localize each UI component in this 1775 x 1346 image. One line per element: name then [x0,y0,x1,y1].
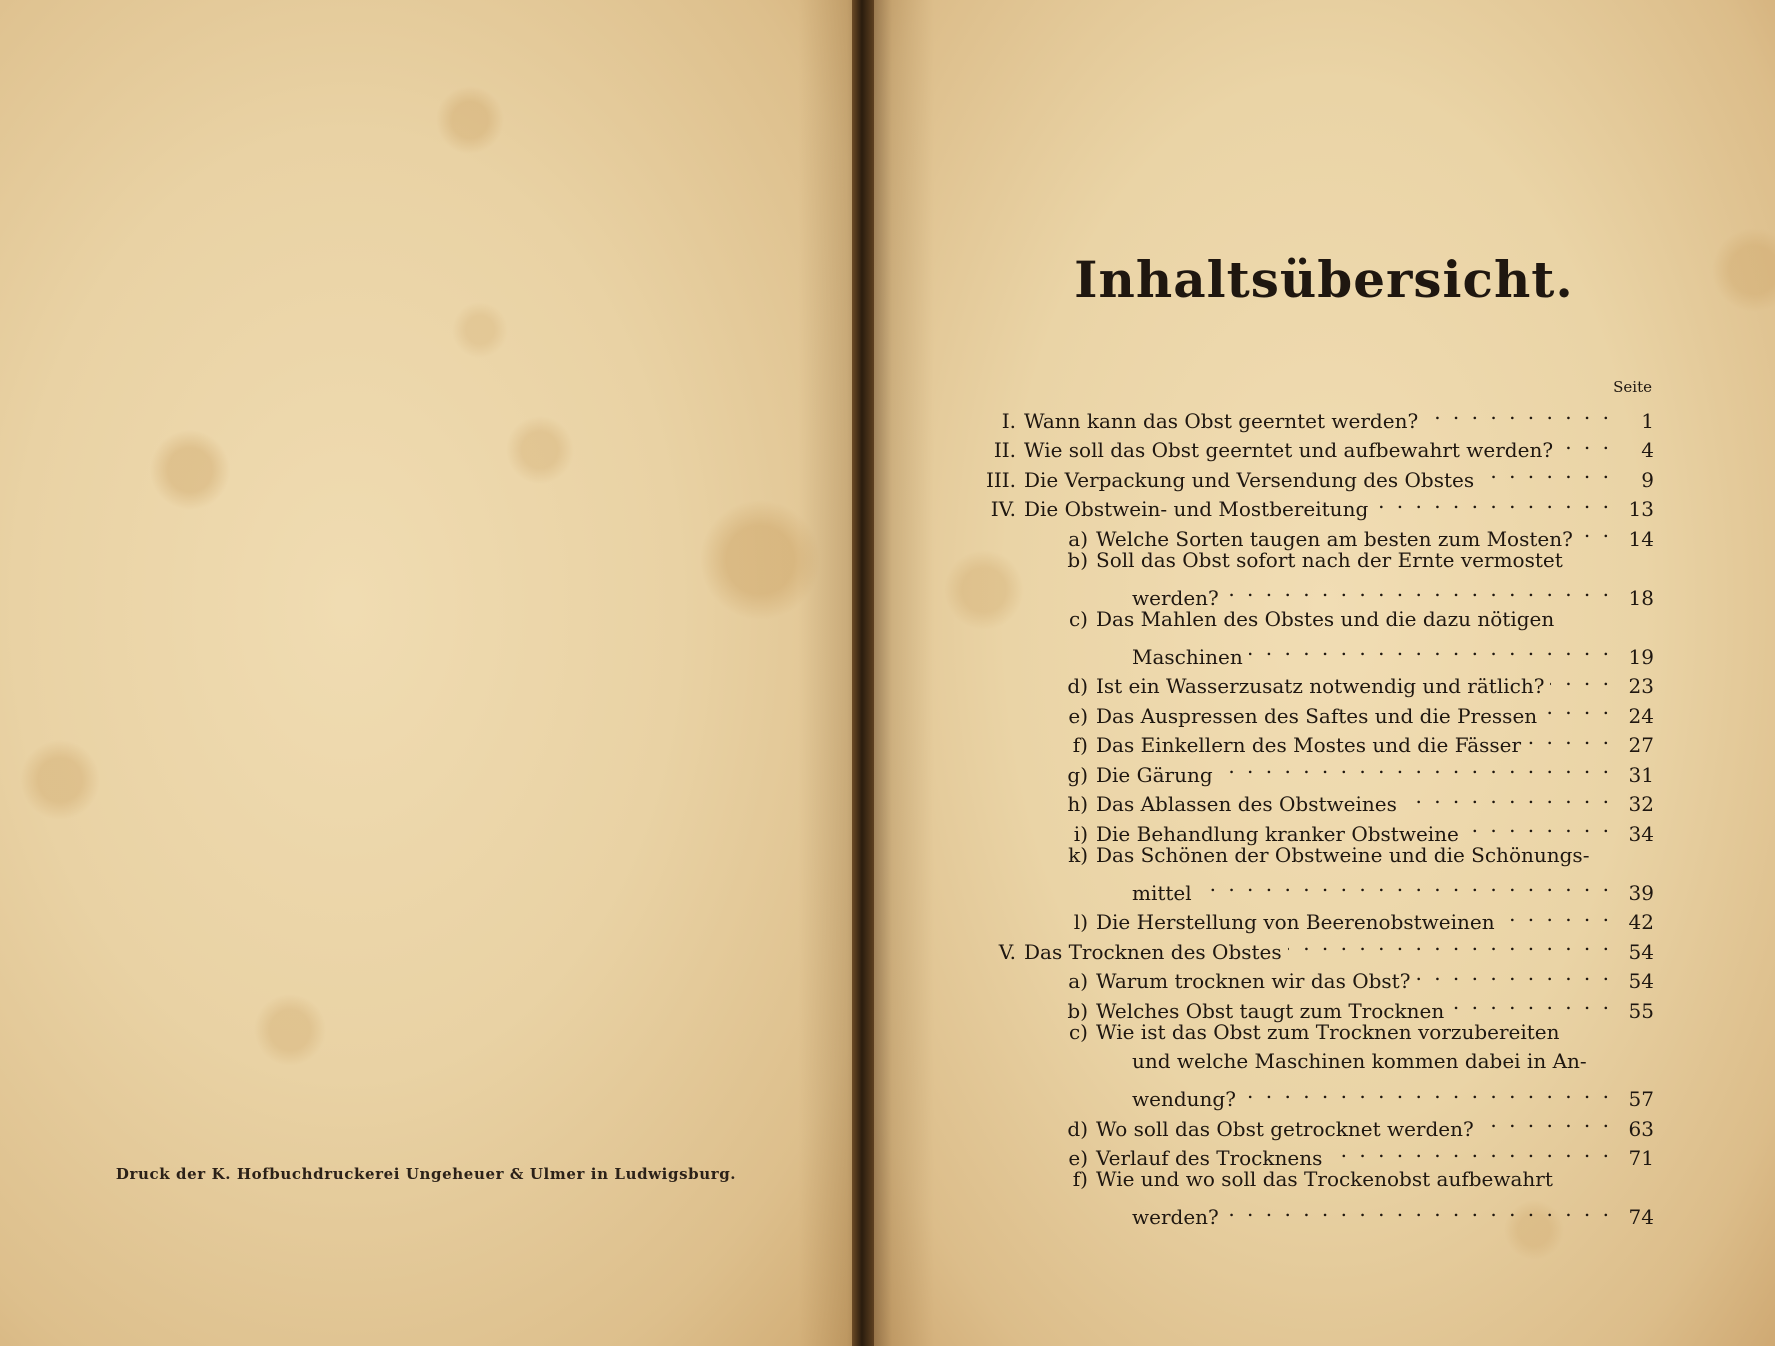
toc-entry-number: a) [1068,969,1088,993]
toc-entry-text: Das Schönen der Obstweine und die Schönungs- [1096,842,1590,867]
toc-entry-text: Die Gärung [1096,762,1213,787]
toc-entry-text: Wo soll das Obst getrocknet werden? [1096,1116,1474,1141]
toc-entry-page: 24 [1628,703,1654,728]
toc-entry [954,634,1654,669]
toc-entry [954,546,1654,576]
book-gutter [852,0,874,1346]
toc-entry-number: f) [1072,1167,1088,1191]
toc-entry [954,664,1654,698]
toc-entry-page: 31 [1628,762,1654,787]
toc-entry-number: c) [1068,606,1088,631]
toc-entry-text: werden? [1132,585,1219,610]
toc-entry-text: Das Ablassen des Obstweines [1096,792,1397,816]
toc-dot-leader [1480,457,1612,487]
toc-entry [954,1018,1654,1048]
toc-entry-number: I. [1001,408,1016,433]
toc-dot-leader [1450,988,1612,1018]
toc-dot-leader [1501,900,1612,930]
left-page [0,0,868,1346]
toc-entry-text: Die Verpackung und Versendung des Obstes [1024,467,1475,492]
toc-entry-number: V. [998,939,1016,964]
toc-dot-leader [1543,693,1612,723]
toc-entry-text: Wie soll das Obst geerntet und aufbewahrt werden? [1024,438,1554,462]
toc-entry [954,1077,1654,1111]
toc-entry-text: Wie und wo soll das Trockenobst aufbewahrt [1096,1167,1553,1191]
toc-entry-number: f) [1072,733,1088,757]
toc-entry-page: 54 [1628,939,1654,964]
toc-entry-number: e) [1068,1146,1088,1170]
right-page [874,0,1775,1346]
toc-dot-leader [1225,575,1612,605]
toc-entry-number: c) [1068,1019,1088,1044]
page-column-label: Seite [1613,378,1652,396]
toc-dot-leader [1550,664,1612,694]
toc-dot-leader [1249,634,1612,664]
toc-entry [954,1106,1654,1141]
toc-entry-text: werden? [1132,1205,1219,1229]
printer-imprint: Druck der K. Hofbuchdruckerei Ungeheuer & Ulmer in Ludwigsburg. [115,1165,737,1183]
toc-dot-leader [1403,782,1612,812]
toc-entry-text: Maschinen [1132,644,1243,669]
toc-entry-text: Das Einkellern des Mostes und die Fässer [1096,733,1522,757]
toc-entry-number: d) [1067,674,1088,698]
toc-dot-leader [1225,1195,1612,1225]
toc-entry-text: Die Obstwein- und Mostbereitung [1024,497,1369,521]
toc-entry [954,1047,1654,1077]
toc-entry-number: a) [1068,526,1088,551]
toc-entry-number: h) [1067,792,1088,816]
toc-title: Inhaltsübersicht. [1074,250,1574,309]
toc-dot-leader [1559,428,1612,458]
toc-dot-leader [1374,487,1612,517]
toc-entry [954,900,1654,934]
toc-entry-text: Das Auspressen des Saftes und die Pressen [1096,703,1538,728]
toc-entry-page: 74 [1628,1205,1654,1229]
toc-entry-text: Wie ist das Obst zum Trocknen vorzubereiten [1096,1019,1560,1044]
toc-entry-text: Verlauf des Trocknens [1096,1146,1323,1170]
toc-entry-text: wendung? [1132,1087,1236,1111]
table-of-contents [954,376,1654,1229]
toc-entry-text: Die Behandlung kranker Obstweine [1096,821,1459,846]
toc-dot-leader [1424,398,1612,428]
toc-dot-leader [1480,1106,1612,1136]
toc-entry-text: und welche Maschinen kommen dabei in An- [1132,1049,1587,1073]
toc-entry-page: 9 [1641,467,1654,492]
toc-entry [954,398,1654,433]
toc-entry [954,575,1654,610]
toc-entry-text: Wann kann das Obst geerntet werden? [1024,408,1419,433]
toc-entry-number: i) [1073,821,1088,846]
toc-entry-page: 13 [1628,497,1654,521]
toc-entry-number: g) [1067,762,1088,787]
toc-entry-text: Ist ein Wasserzusatz notwendig und rätlich? [1096,674,1545,698]
toc-entry-number: II. [993,438,1016,462]
toc-entry-text: Die Herstellung von Beerenobstweinen [1096,910,1495,934]
toc-entry-page: 34 [1628,821,1654,846]
toc-entry-page: 63 [1628,1116,1654,1141]
toc-dot-leader [1219,752,1612,782]
toc-entry-text: Das Trocknen des Obstes [1024,939,1282,964]
toc-entry-page: 18 [1628,585,1654,610]
toc-entry-number: b) [1067,998,1088,1023]
toc-entry-page: 14 [1628,526,1654,551]
toc-entry-page: 55 [1628,998,1654,1023]
toc-entry [954,1165,1654,1195]
toc-entry-text: Warum trocknen wir das Obst? [1096,969,1411,993]
toc-entry [954,870,1654,905]
toc-entry-text: Das Mahlen des Obstes und die dazu nötigen [1096,606,1555,631]
toc-entry-page: 42 [1628,910,1654,934]
toc-entry-page: 39 [1628,880,1654,905]
toc-entry-page: 4 [1641,438,1654,462]
toc-dot-leader [1288,929,1612,959]
toc-dot-leader [1198,870,1612,900]
toc-entry-number: l) [1073,910,1088,934]
toc-dot-leader [1579,516,1612,546]
toc-entry [954,1195,1654,1229]
toc-entry-text: Welche Sorten taugen am besten zum Mosten? [1096,526,1573,551]
toc-entry-number: k) [1068,842,1088,867]
toc-entry-text: mittel [1132,880,1192,905]
toc-entry-number: III. [985,467,1016,492]
toc-entry [954,605,1654,635]
toc-entry-page: 19 [1628,644,1654,669]
toc-entry-number: IV. [990,497,1016,521]
toc-entry-page: 23 [1628,674,1654,698]
toc-entry-text: Soll das Obst sofort nach der Ernte vermostet [1096,547,1563,572]
toc-entry-page: 1 [1641,408,1654,433]
toc-dot-leader [1242,1077,1612,1107]
toc-entry [954,841,1654,871]
toc-entry-text: Welches Obst taugt zum Trocknen [1096,998,1445,1023]
toc-entry-number: b) [1067,547,1088,572]
toc-entry-page: 54 [1628,969,1654,993]
toc-dot-leader [1465,811,1612,841]
toc-dot-leader [1328,1136,1612,1166]
toc-entry-page: 32 [1628,792,1654,816]
toc-entry-page: 71 [1628,1146,1654,1170]
toc-dot-leader [1416,959,1612,989]
toc-entry-number: d) [1067,1116,1088,1141]
toc-entry-page: 27 [1628,733,1654,757]
toc-dot-leader [1527,723,1612,753]
toc-entry-page: 57 [1628,1087,1654,1111]
toc-entry-number: e) [1068,703,1088,728]
